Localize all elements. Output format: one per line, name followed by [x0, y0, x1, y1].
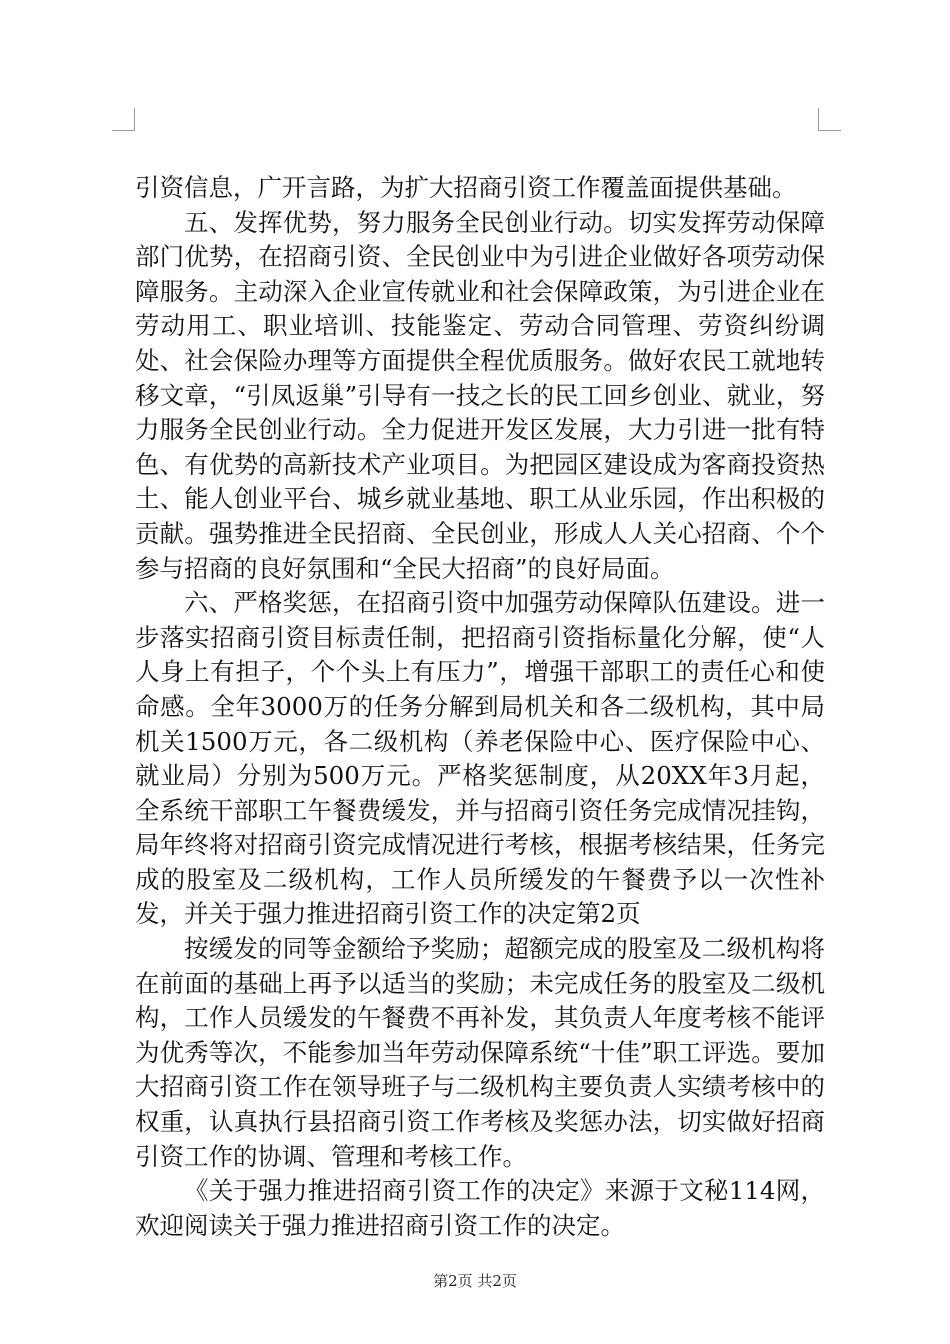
document-body: [135, 171, 825, 1243]
paragraph-section-five: 五、发挥优势，努力服务全民创业行动。切实发挥劳动保障部门优势，在招商引资、全民创业中为引进企业做好各项劳动保障服务。主动深入企业宣传就业和社会保障政策，为引进企业在劳动用工、职业培训、技能鉴定、劳动合同管理、劳资纠纷调处、社会保险办理等方面提供全程优质服务。做好农民工就地转移文章，“引凤返巢”引导有一技之长的民工回乡创业、就业，努力服务全民创业行动。全力促进开发区发展，大力引进一批有特色、有优势的高新技术产业项目。为把园区建设成为客商投资热土、能人创业平台、城乡就业基地、职工从业乐园，作出积极的贡献。强势推进全民招商、全民创业，形成人人关心招商、个个参与招商的良好氛围和“全民大招商”的良好局面。: [135, 207, 825, 583]
crop-mark-top-right: [818, 108, 841, 131]
paragraph-continuation: 引资信息，广开言路，为扩大招商引资工作覆盖面提供基础。: [135, 173, 797, 202]
paragraph-section-six: 六、严格奖惩，在招商引资中加强劳动保障队伍建设。进一步落实招商引资目标责任制，把招商引资指标量化分解，使“人人身上有担子，个个头上有压力”，增强干部职工的责任心和使命感。全年3000万的任务分解到局机关和各二级机构，其中局机关1500万元，各二级机构（养老保险中心、医疗保险中心、就业局）分别为500万元。严格奖惩制度，从20XX年3月起，全系统干部职工午餐费缓发，并与招商引资任务完成情况挂钩，局年终将对招商引资完成情况进行考核，根据考核结果，任务完成的股室及二级机构，工作人员所缓发的午餐费予以一次性补发，并关于强力推进招商引资工作的决定第2页: [135, 588, 825, 929]
paragraph-source-note: 《关于强力推进招商引资工作的决定》来源于文秘114网，欢迎阅读关于强力推进招商引资工作的决定。: [135, 1176, 825, 1240]
crop-mark-top-left: [112, 108, 135, 131]
page-footer: 第2页 共2页: [433, 1272, 517, 1290]
paragraph-rewards: 按缓发的同等金额给予奖励；超额完成的股室及二级机构将在前面的基础上再予以适当的奖励；未完成任务的股室及二级机构，工作人员缓发的午餐费不再补发，其负责人年度考核不能评为优秀等次，不能参加当年劳动保障系统“十佳”职工评选。要加大招商引资工作在领导班子与二级机构主要负责人实绩考核中的权重，认真执行县招商引资工作考核及奖惩办法，切实做好招商引资工作的协调、管理和考核工作。: [135, 934, 825, 1171]
